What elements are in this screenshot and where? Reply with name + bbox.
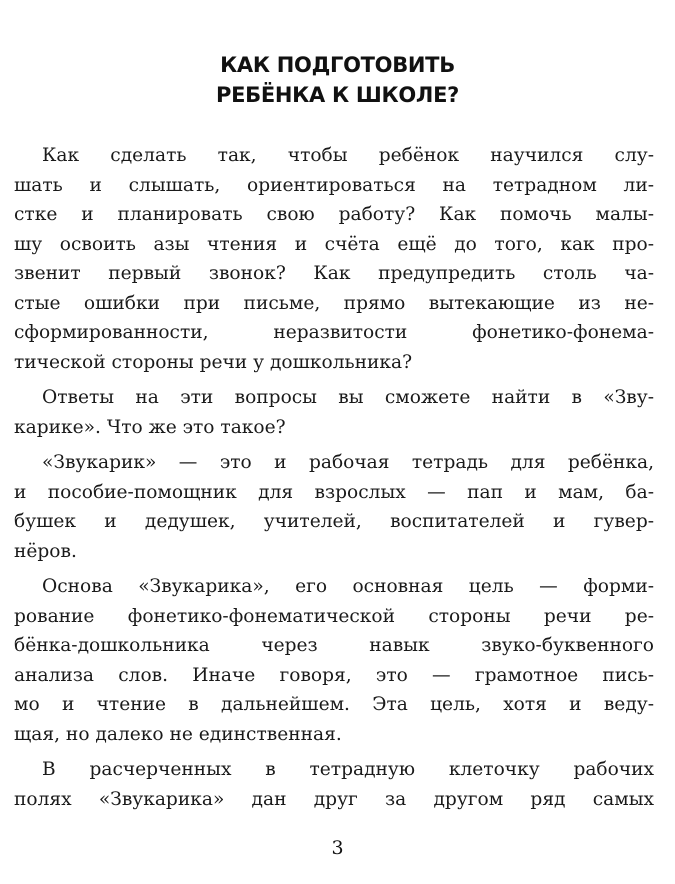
text-line: бёнка-дошкольника через навык звуко-буквенного <box>14 635 654 656</box>
text-line: тической стороны речи у дошкольника? <box>14 351 413 373</box>
text-line: шу освоить азы чтения и счёта ещё до того, как про- <box>14 233 654 255</box>
text-line: звенит первый звонок? Как предупредить столь ча- <box>14 263 654 284</box>
text-line: щая, но далеко не единственная. <box>14 723 342 745</box>
paragraph-3 <box>14 448 654 566</box>
text-line: В расчерченных в тетрадную клеточку рабочих <box>42 759 654 780</box>
text-line: стке и планировать свою работу? Как помочь малы- <box>14 204 654 225</box>
paragraph-2 <box>14 383 654 442</box>
body-text <box>14 141 654 820</box>
text-line: бушек и дедушек, учителей, воспитателей и гувер- <box>14 511 654 532</box>
text-line: анализа слов. Иначе говоря, это — грамотное пись- <box>14 664 654 686</box>
text-line: мо и чтение в дальнейшем. Эта цель, хотя и веду- <box>14 694 654 715</box>
paragraph-5 <box>14 755 654 814</box>
text-line: и пособие-помощник для взрослых — пап и мам, ба- <box>14 481 654 503</box>
paragraph-4 <box>14 572 654 749</box>
paragraph-1 <box>14 141 654 377</box>
text-line: стые ошибки при письме, прямо вытекающие из не- <box>14 292 654 314</box>
text-line: полях «Звукарика» дан друг за другом ряд самых <box>14 788 654 810</box>
title-line-1: КАК ПОДГОТОВИТЬ <box>220 53 455 77</box>
text-line: Ответы на эти вопросы вы сможете найти в «Зву- <box>42 387 654 408</box>
text-line: рование фонетико-фонематической стороны речи ре- <box>14 605 654 627</box>
text-line: карике». Что же это такое? <box>14 416 286 438</box>
text-line: Как сделать так, чтобы ребёнок научился слу- <box>42 145 654 166</box>
text-line: сформированности, неразвитости фонетико-фонема- <box>14 322 654 343</box>
text-line: нёров. <box>14 540 77 562</box>
page-number: 3 <box>331 837 344 859</box>
text-line: Основа «Звукарика», его основная цель — форми- <box>42 576 654 597</box>
text-line: шать и слышать, ориентироваться на тетрадном ли- <box>14 174 654 196</box>
title-line-2: РЕБЁНКА К ШКОЛЕ? <box>216 83 459 107</box>
text-line: «Звукарик» — это и рабочая тетрадь для ребёнка, <box>42 452 654 473</box>
page-title <box>0 50 675 110</box>
